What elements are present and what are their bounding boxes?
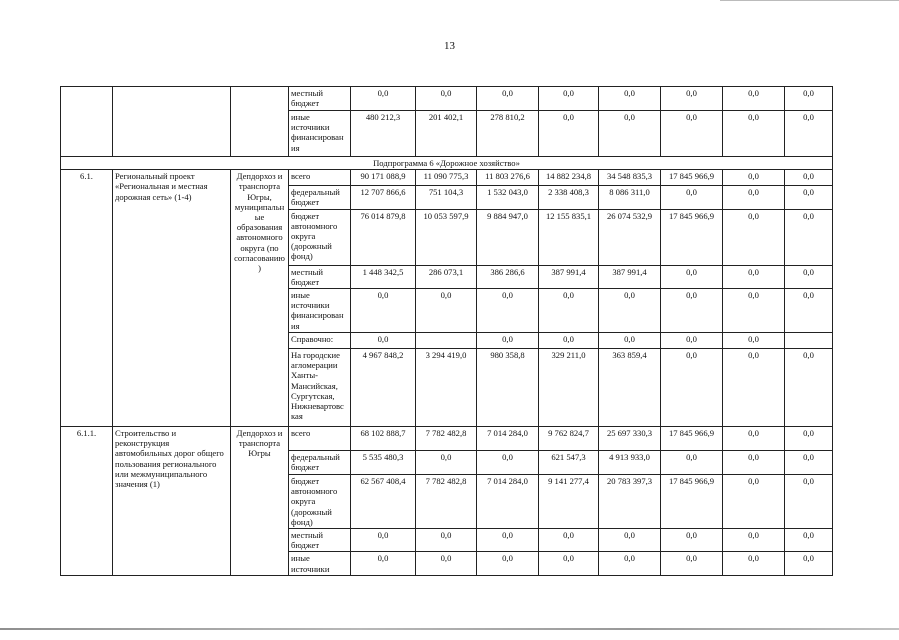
funding-source: федеральный бюджет xyxy=(289,186,351,209)
amount-cell: 0,0 xyxy=(599,333,661,349)
amount-cell: 68 102 888,7 xyxy=(351,427,416,451)
amount-cell: 0,0 xyxy=(785,552,833,575)
funding-source: всего xyxy=(289,170,351,186)
funding-source: бюджет автономного округа (дорожный фонд) xyxy=(289,475,351,529)
item-number xyxy=(61,87,113,157)
amount-cell: 0,0 xyxy=(599,111,661,157)
amount-cell: 17 845 966,9 xyxy=(661,170,723,186)
amount-cell: 0,0 xyxy=(416,289,477,333)
item-name xyxy=(113,87,231,157)
amount-cell: 0,0 xyxy=(785,111,833,157)
amount-cell: 0,0 xyxy=(661,186,723,209)
amount-cell: 11 803 276,6 xyxy=(477,170,539,186)
amount-cell: 0,0 xyxy=(477,87,539,111)
amount-cell: 1 448 342,5 xyxy=(351,265,416,288)
amount-cell: 0,0 xyxy=(785,529,833,552)
amount-cell: 17 845 966,9 xyxy=(661,427,723,451)
amount-cell: 76 014 879,8 xyxy=(351,209,416,265)
amount-cell: 0,0 xyxy=(599,289,661,333)
funding-source: бюджет автономного округа (дорожный фонд) xyxy=(289,209,351,265)
amount-cell: 0,0 xyxy=(661,111,723,157)
amount-cell: 3 294 419,0 xyxy=(416,349,477,427)
item-name: Строительство и реконструкция автомобильных дорог общего пользования регионального или межмуниципального значения (1) xyxy=(113,427,231,576)
amount-cell: 0,0 xyxy=(477,333,539,349)
amount-cell: 286 073,1 xyxy=(416,265,477,288)
amount-cell: 0,0 xyxy=(723,87,785,111)
amount-cell: 7 782 482,8 xyxy=(416,427,477,451)
amount-cell: 0,0 xyxy=(785,451,833,475)
amount-cell: 10 053 597,9 xyxy=(416,209,477,265)
amount-cell: 7 014 284,0 xyxy=(477,427,539,451)
amount-cell: 0,0 xyxy=(416,87,477,111)
table-row xyxy=(61,170,833,186)
amount-cell: 0,0 xyxy=(723,552,785,575)
funding-source: местный бюджет xyxy=(289,87,351,111)
amount-cell: 0,0 xyxy=(351,87,416,111)
amount-cell: 278 810,2 xyxy=(477,111,539,157)
amount-cell: 201 402,1 xyxy=(416,111,477,157)
amount-cell: 17 845 966,9 xyxy=(661,209,723,265)
funding-source: всего xyxy=(289,427,351,451)
amount-cell: 0,0 xyxy=(351,289,416,333)
amount-cell: 0,0 xyxy=(723,209,785,265)
amount-cell: 0,0 xyxy=(539,289,599,333)
amount-cell: 0,0 xyxy=(661,265,723,288)
amount-cell: 20 783 397,3 xyxy=(599,475,661,529)
table-row xyxy=(61,427,833,451)
amount-cell: 0,0 xyxy=(785,427,833,451)
item-executor: Депдорхоз и транспорта Югры xyxy=(231,427,289,576)
amount-cell: 0,0 xyxy=(351,529,416,552)
amount-cell: 0,0 xyxy=(539,529,599,552)
amount-cell: 90 171 088,9 xyxy=(351,170,416,186)
amount-cell: 0,0 xyxy=(416,552,477,575)
amount-cell: 0,0 xyxy=(723,170,785,186)
table-body xyxy=(61,87,833,576)
funding-source: федеральный бюджет xyxy=(289,451,351,475)
amount-cell: 387 991,4 xyxy=(599,265,661,288)
amount-cell: 34 548 835,3 xyxy=(599,170,661,186)
amount-cell: 0,0 xyxy=(599,529,661,552)
amount-cell: 7 782 482,8 xyxy=(416,475,477,529)
amount-cell: 0,0 xyxy=(785,349,833,427)
amount-cell: 0,0 xyxy=(416,529,477,552)
item-number: 6.1. xyxy=(61,170,113,427)
amount-cell: 7 014 284,0 xyxy=(477,475,539,529)
amount-cell: 0,0 xyxy=(785,170,833,186)
amount-cell: 9 884 947,0 xyxy=(477,209,539,265)
amount-cell: 0,0 xyxy=(661,451,723,475)
amount-cell: 980 358,8 xyxy=(477,349,539,427)
subprogram-heading: Подпрограмма 6 «Дорожное хозяйство» xyxy=(61,157,833,170)
amount-cell: 0,0 xyxy=(723,427,785,451)
page-number: 13 xyxy=(444,40,455,52)
amount-cell: 12 155 835,1 xyxy=(539,209,599,265)
amount-cell: 0,0 xyxy=(785,87,833,111)
amount-cell: 0,0 xyxy=(539,552,599,575)
amount-cell: 363 859,4 xyxy=(599,349,661,427)
amount-cell: 0,0 xyxy=(661,529,723,552)
amount-cell: 26 074 532,9 xyxy=(599,209,661,265)
amount-cell: 5 535 480,3 xyxy=(351,451,416,475)
amount-cell: 386 286,6 xyxy=(477,265,539,288)
amount-cell: 0,0 xyxy=(351,333,416,349)
amount-cell: 8 086 311,0 xyxy=(599,186,661,209)
subprogram-row xyxy=(61,157,833,170)
amount-cell: 9 762 824,7 xyxy=(539,427,599,451)
amount-cell: 12 707 866,6 xyxy=(351,186,416,209)
funding-source: местный бюджет xyxy=(289,265,351,288)
funding-source: иные источники финансирования xyxy=(289,289,351,333)
funding-source: иные источники xyxy=(289,552,351,575)
amount-cell: 0,0 xyxy=(723,333,785,349)
amount-cell: 0,0 xyxy=(661,87,723,111)
amount-cell: 2 338 408,3 xyxy=(539,186,599,209)
amount-cell: 0,0 xyxy=(723,111,785,157)
amount-cell: 0,0 xyxy=(723,529,785,552)
amount-cell: 0,0 xyxy=(785,186,833,209)
amount-cell: 0,0 xyxy=(723,289,785,333)
amount-cell: 0,0 xyxy=(539,87,599,111)
amount-cell: 0,0 xyxy=(723,451,785,475)
amount-cell: 751 104,3 xyxy=(416,186,477,209)
amount-cell: 480 212,3 xyxy=(351,111,416,157)
amount-cell: 0,0 xyxy=(785,475,833,529)
bottom-edge-line xyxy=(0,628,899,630)
amount-cell: 0,0 xyxy=(477,289,539,333)
amount-cell: 0,0 xyxy=(477,451,539,475)
item-name: Региональный проект «Региональная и местная дорожная сеть» (1-4) xyxy=(113,170,231,427)
amount-cell xyxy=(416,333,477,349)
amount-cell: 17 845 966,9 xyxy=(661,475,723,529)
amount-cell: 0,0 xyxy=(723,475,785,529)
amount-cell: 0,0 xyxy=(661,289,723,333)
amount-cell: 14 882 234,8 xyxy=(539,170,599,186)
amount-cell: 11 090 775,3 xyxy=(416,170,477,186)
budget-table xyxy=(60,86,833,576)
amount-cell: 0,0 xyxy=(477,552,539,575)
amount-cell: 387 991,4 xyxy=(539,265,599,288)
amount-cell: 0,0 xyxy=(723,349,785,427)
amount-cell: 0,0 xyxy=(723,186,785,209)
top-edge-line xyxy=(720,0,899,1)
funding-source: На городские агломерации Ханты-Мансийская, Сургутская, Нижневартовская xyxy=(289,349,351,427)
funding-source: местный бюджет xyxy=(289,529,351,552)
amount-cell: 0,0 xyxy=(661,349,723,427)
funding-source: иные источники финансирования xyxy=(289,111,351,157)
amount-cell: 329 211,0 xyxy=(539,349,599,427)
amount-cell: 0,0 xyxy=(477,529,539,552)
table-row xyxy=(61,87,833,111)
amount-cell: 4 967 848,2 xyxy=(351,349,416,427)
item-executor xyxy=(231,87,289,157)
amount-cell: 0,0 xyxy=(539,333,599,349)
amount-cell: 9 141 277,4 xyxy=(539,475,599,529)
amount-cell: 0,0 xyxy=(661,552,723,575)
amount-cell: 0,0 xyxy=(661,333,723,349)
amount-cell: 0,0 xyxy=(539,111,599,157)
amount-cell: 0,0 xyxy=(416,451,477,475)
item-executor: Депдорхоз и транспорта Югры, муниципальные образования автономного округа (по согласованию) xyxy=(231,170,289,427)
amount-cell: 0,0 xyxy=(723,265,785,288)
amount-cell: 0,0 xyxy=(785,265,833,288)
funding-source: Справочно: xyxy=(289,333,351,349)
amount-cell: 25 697 330,3 xyxy=(599,427,661,451)
amount-cell: 0,0 xyxy=(785,289,833,333)
amount-cell: 621 547,3 xyxy=(539,451,599,475)
amount-cell: 0,0 xyxy=(599,552,661,575)
amount-cell: 4 913 933,0 xyxy=(599,451,661,475)
amount-cell: 0,0 xyxy=(351,552,416,575)
amount-cell xyxy=(785,333,833,349)
amount-cell: 0,0 xyxy=(785,209,833,265)
amount-cell: 0,0 xyxy=(599,87,661,111)
amount-cell: 62 567 408,4 xyxy=(351,475,416,529)
amount-cell: 1 532 043,0 xyxy=(477,186,539,209)
item-number: 6.1.1. xyxy=(61,427,113,576)
